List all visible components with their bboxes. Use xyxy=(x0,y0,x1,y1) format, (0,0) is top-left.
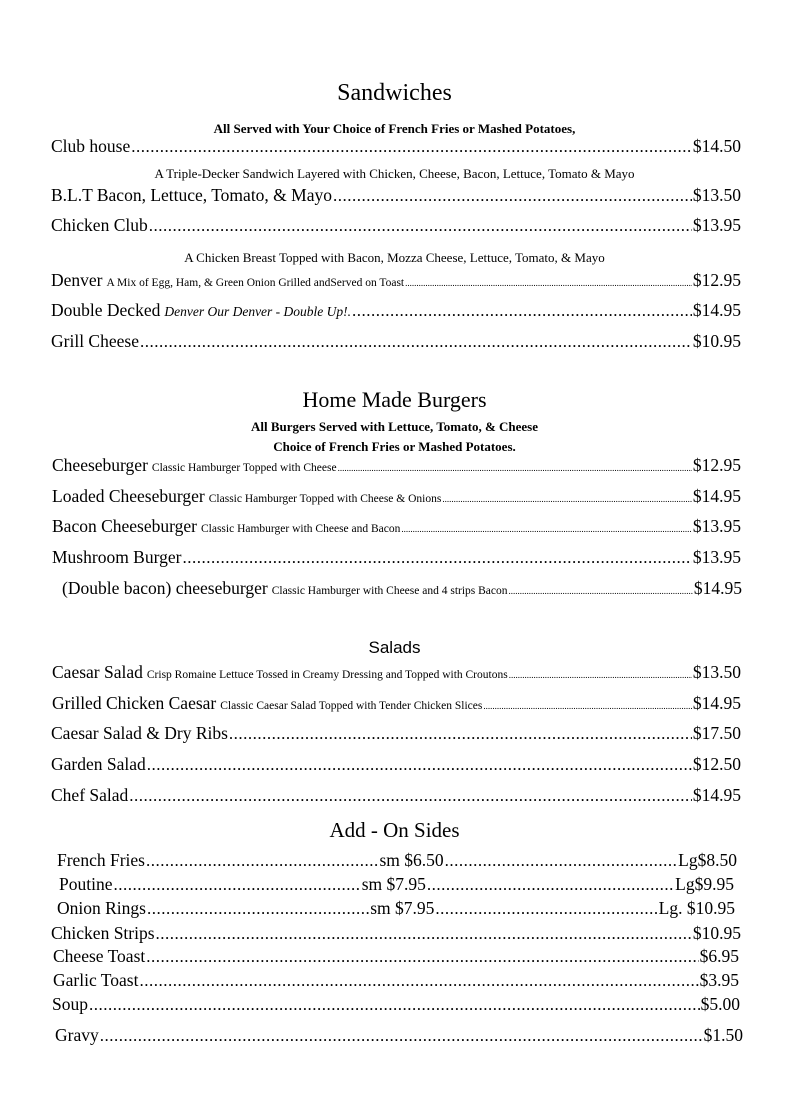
item-price-large: Lg. $10.95 xyxy=(658,898,735,918)
item-price: $12.95 xyxy=(692,270,741,290)
leader-dots xyxy=(333,186,692,206)
sides-title: Add - On Sides xyxy=(329,818,460,842)
item-name: (Double bacon) cheeseburger xyxy=(62,578,268,598)
leader-dots xyxy=(146,851,379,871)
item-description: Classic Hamburger Topped with Cheese xyxy=(151,462,337,474)
item-price: $14.50 xyxy=(692,136,741,156)
menu-item-double-decked xyxy=(51,300,741,324)
leader-dots xyxy=(405,278,692,288)
item-price: $14.95 xyxy=(693,578,742,598)
item-name: Garden Salad xyxy=(51,754,146,774)
item-name: Onion Rings xyxy=(57,898,146,918)
item-name: Soup xyxy=(52,994,88,1014)
leader-dots xyxy=(89,995,700,1015)
item-name: Denver xyxy=(51,270,103,290)
item-name: Bacon Cheeseburger xyxy=(52,516,197,536)
item-price: $14.95 xyxy=(692,785,741,805)
leader-dots xyxy=(483,701,692,711)
menu-item-chicken-strips xyxy=(51,923,741,947)
leader-dots xyxy=(146,947,698,967)
leader-dots xyxy=(113,875,360,895)
item-price-small: sm $6.50 xyxy=(379,850,444,870)
item-price: $13.95 xyxy=(692,215,741,235)
item-description: Classic Caesar Salad Topped with Tender Chicken Slices xyxy=(220,700,483,712)
item-name: Mushroom Burger xyxy=(52,547,182,567)
item-description: Crisp Romaine Lettuce Tossed in Creamy Dressing and Topped with Croutons xyxy=(146,669,508,681)
item-price: $14.95 xyxy=(692,300,741,320)
burgers-subtitle-2: Choice of French Fries or Mashed Potatoes. xyxy=(273,439,516,454)
item-price: $14.95 xyxy=(692,486,741,506)
item-price-large: Lg$9.95 xyxy=(675,874,734,894)
burgers-title: Home Made Burgers xyxy=(302,387,487,412)
item-price: $13.95 xyxy=(692,516,741,536)
leader-dots xyxy=(139,971,698,991)
item-name: Club house xyxy=(51,136,131,156)
item-price: $14.95 xyxy=(692,693,741,713)
item-price: $10.95 xyxy=(692,331,741,351)
menu-item-blt xyxy=(51,185,741,209)
item-name: Cheeseburger xyxy=(52,455,148,475)
item-description: Classic Hamburger with Cheese and Bacon xyxy=(200,523,401,535)
menu-item-french-fries xyxy=(57,850,737,874)
leader-dots xyxy=(401,524,691,534)
leader-dots xyxy=(229,724,692,744)
menu-item-chef-salad xyxy=(51,785,741,809)
leader-dots xyxy=(129,786,692,806)
leader-dots xyxy=(509,586,693,596)
item-price: $10.95 xyxy=(692,923,741,943)
menu-item-chicken-club xyxy=(51,215,741,239)
item-price: $5.00 xyxy=(700,994,740,1014)
menu-item-denver xyxy=(51,270,741,294)
item-name: B.L.T Bacon, Lettuce, Tomato, & Mayo xyxy=(51,185,332,205)
menu-item-grill-cheese xyxy=(51,331,741,355)
leader-dots xyxy=(182,548,691,568)
item-description: A Mix of Egg, Ham, & Green Onion Grilled andServed on Toast xyxy=(106,277,405,289)
item-name: Gravy xyxy=(55,1025,99,1045)
menu-item-onion-rings xyxy=(57,898,735,922)
menu-item-loaded-cheeseburger xyxy=(52,486,741,510)
item-price: $13.95 xyxy=(692,547,741,567)
item-price: $3.95 xyxy=(699,970,739,990)
chicken-club-note: A Chicken Breast Topped with Bacon, Mozza Cheese, Lettuce, Tomato, & Mayo xyxy=(184,250,605,265)
leader-dots xyxy=(140,332,692,352)
item-description: Classic Hamburger with Cheese and 4 strips Bacon xyxy=(271,585,508,597)
menu-item-cheeseburger xyxy=(52,455,741,479)
leader-dots xyxy=(427,875,674,895)
sandwiches-title: Sandwiches xyxy=(337,80,452,106)
item-price: $12.95 xyxy=(692,455,741,475)
leader-dots xyxy=(149,216,692,236)
menu-item-double-bacon-cheeseburger xyxy=(62,578,742,602)
item-name: Caesar Salad xyxy=(52,662,143,682)
menu-item-poutine xyxy=(59,874,734,898)
leader-dots xyxy=(509,670,692,680)
item-name: Chicken Club xyxy=(51,215,148,235)
burgers-subtitle-1: All Burgers Served with Lettuce, Tomato, & Cheese xyxy=(250,419,539,434)
item-name: Caesar Salad & Dry Ribs xyxy=(51,723,228,743)
leader-dots xyxy=(445,851,678,871)
item-name: Grilled Chicken Caesar xyxy=(52,693,217,713)
item-name: Grill Cheese xyxy=(51,331,139,351)
item-price-small: sm $7.95 xyxy=(361,874,426,894)
leader-dots xyxy=(147,899,369,919)
salads-title: Salads xyxy=(368,638,421,657)
sandwiches-subtitle: All Served with Your Choice of French Fries or Mashed Potatoes, xyxy=(213,121,576,136)
menu-item-club-house xyxy=(51,136,741,160)
menu-item-cheese-toast xyxy=(53,946,739,970)
item-name: Poutine xyxy=(59,874,113,894)
menu-item-mushroom-burger xyxy=(52,547,741,571)
menu-item-grilled-chicken-caesar xyxy=(52,693,741,717)
leader-dots xyxy=(131,137,692,157)
leader-dots xyxy=(442,494,692,504)
menu-item-caesar-salad xyxy=(52,662,741,686)
item-name: Chicken Strips xyxy=(51,923,155,943)
leader-dots xyxy=(156,924,692,944)
item-price: $17.50 xyxy=(692,723,741,743)
item-price: $6.95 xyxy=(699,946,739,966)
item-description: Classic Hamburger Topped with Cheese & Onions xyxy=(208,493,442,505)
club-house-note: A Triple-Decker Sandwich Layered with Chicken, Cheese, Bacon, Lettuce, Tomato & Mayo xyxy=(154,166,635,181)
item-price-large: Lg$8.50 xyxy=(678,850,737,870)
menu-item-gravy xyxy=(55,1025,743,1049)
leader-dots xyxy=(352,301,692,321)
menu-item-bacon-cheeseburger xyxy=(52,516,741,540)
leader-dots xyxy=(435,899,657,919)
leader-dots xyxy=(100,1026,703,1046)
menu-item-garden-salad xyxy=(51,754,741,778)
item-description: Denver Our Denver - Double Up!. xyxy=(164,304,352,319)
menu-item-caesar-dry-ribs xyxy=(51,723,741,747)
item-price: $1.50 xyxy=(703,1025,743,1045)
menu-item-soup xyxy=(52,994,740,1018)
item-price-small: sm $7.95 xyxy=(370,898,435,918)
item-name: Cheese Toast xyxy=(53,946,146,966)
item-price: $12.50 xyxy=(692,754,741,774)
item-name: Loaded Cheeseburger xyxy=(52,486,205,506)
leader-dots xyxy=(338,463,692,473)
item-price: $13.50 xyxy=(692,185,741,205)
item-name: Double Decked xyxy=(51,300,161,320)
item-name: Chef Salad xyxy=(51,785,129,805)
leader-dots xyxy=(147,755,692,775)
item-name: French Fries xyxy=(57,850,145,870)
item-price: $13.50 xyxy=(692,662,741,682)
item-name: Garlic Toast xyxy=(53,970,139,990)
menu-item-garlic-toast xyxy=(53,970,739,994)
